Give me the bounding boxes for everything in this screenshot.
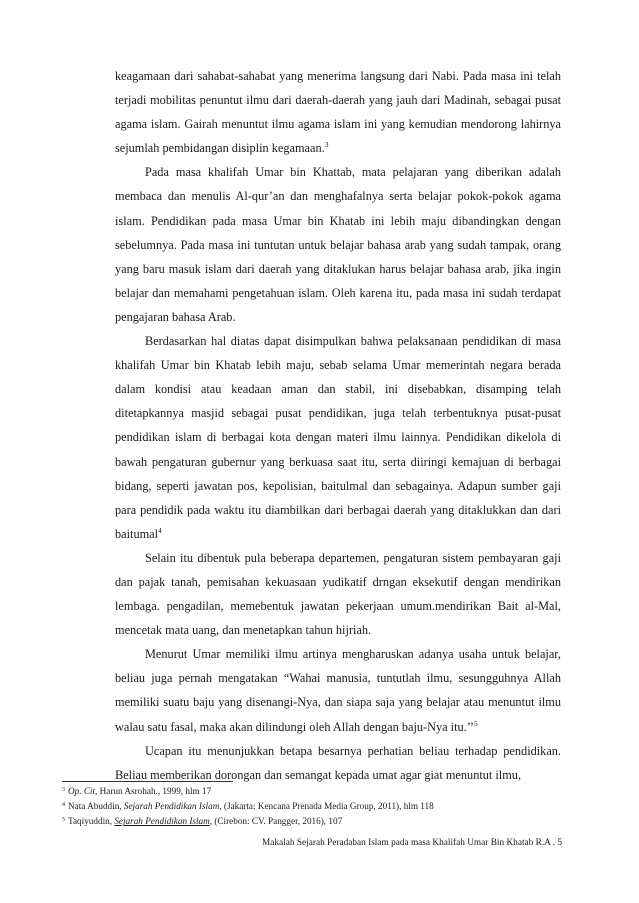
footnote-ref-3[interactable]: 3 [324, 140, 329, 150]
paragraph-4: Selain itu dibentuk pula beberapa departemen, pengaturan sistem pembayaran gaji dan pajak tanah, pemisahan kekuasaan yudikatif drngan eksekutif dengan mendirikan lembaga. pengadilan, memebentuk jawatan pekerjaan umum.mendirikan Bait al-Mal, mencetak mata uang, dan menetapkan tahun hijriah. [115, 550, 561, 638]
footnote-5: $^5$ Taqiyuddin, Sejarah Pendidikan Islam, (Cirebon: CV. Pangger, 2016), 107 [62, 816, 343, 827]
page-footer: Makalah Sejarah Peradaban Islam pada masa Khalifah Umar Bin Khatab R.A . 5 [262, 838, 562, 848]
footnote-ref-4[interactable]: 4 [158, 525, 162, 535]
footnotes [62, 784, 582, 830]
paragraph-2: Pada masa khalifah Umar bin Khattab, mata pelajaran yang diberikan adalah membaca dan menulis Al-qur’an dan menghafalnya serta belajar pokok-pokok agama islam. Pendidikan pada masa Umar bin Khatab ini lebih maju dibandingkan dengan sebelumnya. Pada masa ini tuntutan untuk belajar bahasa arab yang sudah tampak, orang yang baru masuk islam dari daerah yang ditaklukan harus belajar bahasa arab, jika ingin belajar dan memahami pengetahuan islam. Oleh karena itu, pada masa ini sudah terdapat pengajaran bahasa Arab. [115, 165, 561, 324]
paragraph-3: Berdasarkan hal diatas dapat disimpulkan bahwa pelaksanaan pendidikan di masa khalifah Umar bin Khatab lebih maju, sebab selama Umar memerintah negara berada dalam kondisi atau keadaan aman dan stabil, ini disebabkan, disamping telah ditetapkannya masjid sebagai pusat pendidikan, juga telah terbentuknya pusat-pusat pendidikan islam di berbagai kota dengan materi ilmu lainnya. Pendidikan dikelola di bawah pengaturan gubernur yang berkuasa saat itu, serta diiringi kemajuan di berbagai bidang, seperti jawatan pos, kepolisian, baitulmal dan sebagainya. Adapun sumber gaji para pendidik pada waktu itu diambilkan dari berbagai daerah yang ditaklukkan dan dari baitumal$^4$ [115, 334, 561, 541]
footnote-separator [62, 781, 233, 782]
paragraph-5: Menurut Umar memiliki ilmu artinya mengharuskan adanya usaha untuk belajar, beliau juga pernah mengatakan “Wahai manusia, tuntutlah ilmu, sesungguhnya Allah memiliki suatu baju yang disenangi-Nya, dan siapa saja yang belajar atau menuntut ilmu walau satu fasal, maka akan dilindungi oleh Allah dengan baju-Nya itu.’’$^5$ [115, 647, 561, 734]
paragraph-6: Ucapan itu menunjukkan betapa besarnya perhatian beliau terhadap pendidikan. Beliau memberikan dorongan dan semangat kepada umat agar giat menuntut ilmu, [115, 743, 561, 782]
footnote-ref-5[interactable]: 5 [474, 718, 478, 728]
body-text [115, 64, 561, 787]
footnote-4: $^4$ Nata Abuddin, Sejarah Pendidikan Islam, (Jakarta: Kencana Prenada Media Group, 2011), hlm 118 [62, 801, 434, 812]
paragraph-1: keagamaan dari sahabat-sahabat yang menerima langsung dari Nabi. Pada masa ini telah terjadi mobilitas penuntut ilmu dari daerah-daerah yang jauh dari Madinah, sebagai pusat agama islam. Gairah menuntut ilmu agama islam ini yang kemudian mendorong lahirnya sejumlah pembidangan disiplin kegamaan.$^3$ [115, 69, 561, 156]
footnote-3: $^3$ Op. Cit, Harun Asrohah., 1999, hlm 17 [62, 786, 212, 796]
